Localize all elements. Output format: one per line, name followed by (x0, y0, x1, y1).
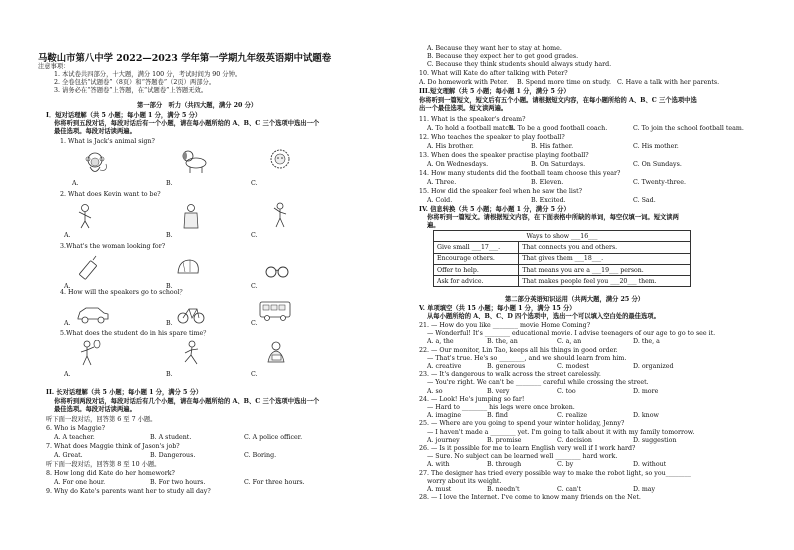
q12-option-b: B. His father. (531, 143, 574, 150)
q7-option-c: C. Boring. (244, 452, 277, 459)
q13-option-c: C. On Sundays. (633, 161, 682, 168)
question-22-line: — That's true. He's so ________, and we should learn from him. (427, 354, 627, 362)
section5-heading: V. 单项填空（共 15 小题；每小题 1 分，满分 15 分） (419, 305, 576, 312)
q11-option-a: A. To hold a football match. (427, 125, 515, 132)
running-icon (177, 340, 207, 366)
question-6: 6. Who is Maggie? (46, 425, 105, 432)
q22-option-a: A. creative (427, 363, 462, 370)
q3-option-c: C. (251, 283, 258, 290)
question-21-line: — Wonderful! It's ________ educational movie. I advise teenagers of our age to go to see it. (427, 330, 716, 338)
table-row: Offer to help. That means you are a ___19___ person. (434, 264, 691, 275)
reading-icon (262, 340, 292, 366)
q14-option-a: A. Three. (427, 179, 457, 186)
q14-option-c: C. Twenty-three. (633, 179, 687, 186)
q27-option-c: C. can't (557, 486, 582, 493)
sheep-icon (265, 147, 295, 173)
section4-instructions-2: 遍。 (427, 222, 440, 229)
part1-heading: 第一部分 听力（共四大题，满分 20 分） (137, 102, 258, 109)
q26-option-c: C. by (557, 461, 574, 469)
question-28: 28. — I love the Internet. I've come to know many friends on the Net. (419, 494, 641, 502)
tennis-icon (74, 340, 104, 366)
q7-option-a: A. Great. (54, 452, 83, 459)
section2-instructions: 你将听到两段对话，每段对话后有几个小题，请在每小题所给的 A、B、C 三个选项中选出一个 (54, 398, 320, 405)
q15-option-a: A. Cold. (427, 197, 453, 204)
q2-option-a: A. (64, 232, 71, 239)
q22-option-c: C. modest (557, 363, 589, 370)
glasses-icon (262, 258, 292, 284)
q1-option-b: B. (166, 180, 173, 187)
q14-option-b: B. Eleven. (531, 179, 564, 186)
player-icon (266, 202, 296, 228)
q2-option-b: B. (166, 232, 173, 239)
section4-instructions: 你将听到一篇短文。请根据短文内容，在下面表格中所缺的单词，每空仅填一词。短文读两 (427, 214, 679, 221)
question-25: 25. — Where are you going to spend your winter holiday, Jenny? (419, 420, 625, 428)
q25-option-a: A. journey (427, 436, 460, 444)
note-2: 2. 全卷包括“试题卷”（8页）和“答题卷”（2页）两部分。 (54, 79, 216, 86)
notes-heading: 注意事项： (38, 63, 70, 70)
q21-option-c: C. a, an (557, 338, 582, 346)
q3-option-a: A. (64, 283, 71, 290)
question-9: 9. Why do Kate's parents want her to study all day? (46, 488, 211, 495)
question-10: 10. What will Kate do after talking with Peter? (419, 70, 568, 77)
q26-option-a: A. with (427, 461, 450, 469)
q23-option-d: D. more (633, 387, 659, 395)
doctor-icon (176, 203, 206, 229)
q3-option-b: B. (166, 283, 173, 290)
q9-option-c: C. Because they think students should always study hard. (427, 61, 612, 68)
question-26-line: — Sure. No subject can be learned well ________ hard work. (427, 453, 618, 461)
question-21: 21. — How do you like ________ movie Home Coming? (419, 322, 591, 329)
q10-option-b: B. Spend more time on study. (517, 79, 611, 86)
question-7: 7. What does Maggie think of Jason's job? (46, 443, 180, 450)
note-1: 1. 本试卷共四部分，十大题，满分 100 分，考试时间为 90 分钟。 (54, 71, 242, 78)
section5-instructions: 从每小题所给的 A、B、C、D 四个选项中，选出一个可以填入空白处的最佳选项。 (427, 313, 660, 320)
q27-option-b: B. needn't (487, 486, 520, 493)
q6-option-a: A. A teacher. (54, 434, 95, 441)
q24-option-a: A. imagine (427, 412, 462, 420)
q7-option-b: B. Dangerous. (150, 452, 196, 459)
q10-option-c: C. Have a talk with her parents. (617, 79, 720, 86)
question-13: 13. When does the speaker practise playing football? (419, 152, 589, 159)
question-24-line: — Hard to ________ his legs were once broken. (427, 404, 575, 411)
q8-option-a: A. For one hour. (54, 479, 106, 486)
section1-heading: I．短对话理解（共 5 小题；每小题 1 分，满分 5 分） (46, 112, 202, 119)
q25-option-c: C. decision (557, 436, 592, 444)
q24-option-d: D. know (633, 412, 659, 420)
q6-option-c: C. A police officer. (244, 434, 303, 441)
question-25-line: — I haven't made a ________ yet. I'm going to talk about it with my family tomorrow. (427, 428, 695, 436)
table-row: Give small ___17___. That connects you and others. (434, 242, 691, 253)
q4-option-b: B. (166, 320, 173, 327)
question-22: 22. — Our monitor, Lin Tao, keeps all his things in good order. (419, 346, 618, 354)
q11-option-b: B. To be a good football coach. (509, 125, 608, 132)
phone-icon (76, 255, 106, 281)
q5-option-c: C. (251, 371, 258, 378)
section2-heading: II. 长对话理解（共 5 小题；每小题 1 分，满分 5 分） (46, 389, 203, 396)
q11-option-c: C. To join the school football team. (633, 125, 744, 132)
q1-option-a: A. (72, 180, 79, 187)
table-header: Ways to show ___16___ (434, 231, 691, 242)
question-4: 4. How will the speakers go to school？ (60, 289, 186, 296)
q13-option-b: B. On Saturdays. (531, 161, 586, 168)
info-table (433, 230, 691, 287)
q6-option-b: B. A student. (150, 434, 192, 441)
q21-option-a: A. a, the (427, 338, 454, 346)
q15-option-c: C. Sad. (633, 197, 656, 204)
part2-heading: 第二部分英语知识运用（共两大题，满分 25 分） (505, 296, 645, 303)
exam-title: 马鞍山市第八中学 2022—2023 学年第一学期九年级英语期中试题卷 (38, 53, 332, 64)
bicycle-icon (176, 300, 206, 326)
q23-option-c: C. too (557, 387, 576, 395)
q22-option-b: B. generous (487, 363, 526, 370)
section2-instructions-2: 最佳选项。每段对话读两遍。 (54, 406, 136, 413)
question-23: 23. — It's dangerous to walk across the street carelessly. (419, 371, 601, 379)
q25-option-d: D. suggestion (633, 436, 677, 444)
question-24: 24. — Look! He's jumping so far! (419, 395, 525, 403)
dialog-1-intro: 听下面一段对话，回答第 6 至 7 小题。 (46, 416, 157, 423)
question-8: 8. How long did Kate do her homework? (46, 470, 175, 477)
bike-helmet-icon (173, 255, 203, 281)
q26-option-b: B. through (487, 461, 522, 469)
q5-option-a: A. (64, 371, 71, 378)
q21-option-b: B. the, an (487, 338, 518, 346)
q13-option-a: A. On Wednesdays. (427, 161, 489, 168)
q24-option-b: B. find (487, 412, 508, 420)
bus-icon (258, 297, 292, 323)
q8-option-c: C. For three hours. (244, 479, 305, 486)
section1-instructions: 你将听到五段对话，每段对话后有一个小题，请在每小题所给的 A、B、C 三个选项中选出一个 (54, 120, 320, 127)
question-3: 3.What's the woman looking for? (60, 243, 166, 250)
question-11: 11. What is the speaker's dream? (419, 116, 526, 123)
q26-option-d: D. without (633, 461, 667, 469)
question-15: 15. How did the speaker feel when he saw the list? (419, 188, 583, 195)
dialog-2-intro: 听下面一段对话，回答第 8 至 10 小题。 (46, 461, 161, 468)
question-23-line: — You're right. We can't be ________ careful while crossing the street. (427, 379, 649, 387)
question-5: 5.What does the student do in his spare time？ (60, 330, 210, 337)
q9-option-a: A. Because they want her to stay at home. (427, 45, 562, 52)
q12-option-a: A. His brother. (427, 143, 474, 150)
q5-option-b: B. (166, 371, 173, 378)
question-26: 26. — Is it possible for me to learn English very well if I work hard? (419, 445, 636, 452)
q2-option-c: C. (251, 232, 258, 239)
question-14: 14. How many students did the football team choose this year? (419, 170, 621, 177)
question-12: 12. Who teaches the speaker to play football? (419, 134, 565, 141)
q12-option-c: C. His mother. (633, 143, 679, 150)
section3-instructions-2: 出一个最佳选项。短文读两遍。 (419, 105, 508, 112)
q23-option-a: A. so (427, 387, 443, 395)
q23-option-b: B. very (487, 387, 510, 395)
monkey-icon (82, 150, 112, 176)
section1-instructions-2: 最佳选项。每段对话读两遍。 (54, 128, 136, 135)
section3-instructions: 你将听到一篇短文，短文后有五个小题。请根据短文内容，在每小题所给的 A、B、C 三个选项中选 (419, 97, 697, 104)
q21-option-d: D. the, a (633, 338, 660, 346)
q27-option-a: A. must (427, 486, 452, 493)
q24-option-c: C. realize (557, 412, 588, 420)
dog-icon (180, 148, 210, 174)
note-3: 3. 请务必在“答题卷”上答题，在“试题卷”上答题无效。 (54, 87, 208, 94)
singer-icon (70, 203, 100, 229)
question-1: 1. What is Jack's animal sign? (60, 138, 155, 145)
right-column (397, 0, 794, 550)
q22-option-d: D. organized (633, 363, 674, 370)
q10-option-a: A. Do homework with Peter. (419, 79, 509, 86)
section4-heading: IV. 信息转换（共 5 小题；每小题 1 分，满分 5 分） (419, 206, 570, 213)
q1-option-c: C. (251, 180, 258, 187)
table-row: Ask for advice. That makes people feel you ___20___ them. (434, 276, 691, 287)
q8-option-b: B. For two hours. (150, 479, 206, 486)
question-2: 2. What does Kevin want to be? (60, 191, 161, 198)
question-27-line: worry about its weight. (427, 477, 502, 485)
question-27: 27. The designer has tried every possible way to make the robot light, so you________ (419, 469, 691, 477)
car-icon (76, 300, 110, 326)
q9-option-b: B. Because they expect her to get good grades. (427, 53, 579, 60)
q15-option-b: B. Excited. (531, 197, 566, 204)
q27-option-d: D. may (633, 486, 656, 493)
table-row: Encourage others. That gives them ___18___. (434, 253, 691, 264)
q4-option-a: A. (64, 320, 71, 327)
q4-option-c: C. (251, 320, 258, 327)
section3-heading: III.短文理解（共 5 小题；每小题 1 分，满分 5 分） (419, 88, 570, 95)
q25-option-b: B. promise (487, 436, 522, 444)
